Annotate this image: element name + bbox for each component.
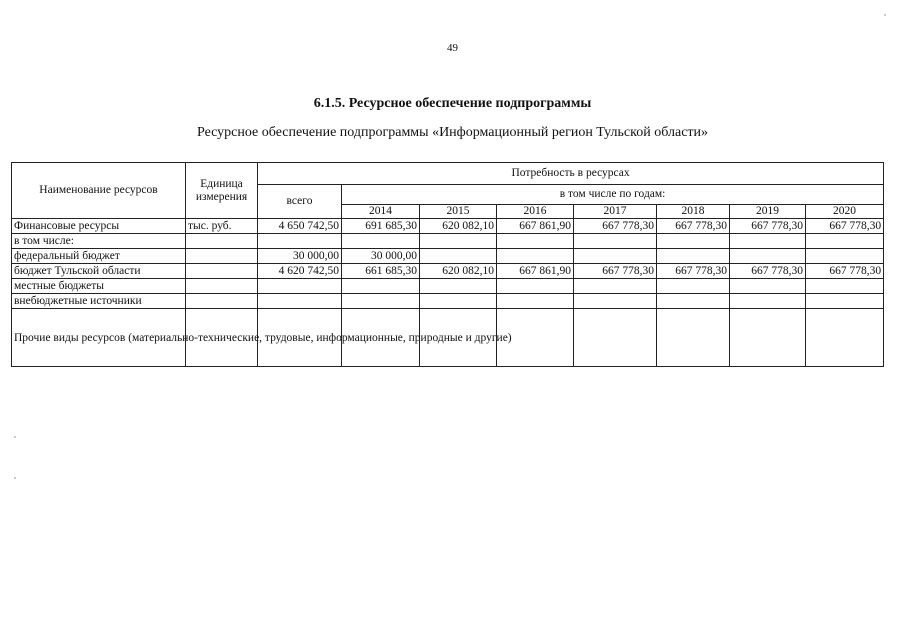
header-resource-need: Потребность в ресурсах — [258, 163, 884, 185]
header-year: 2015 — [420, 205, 497, 219]
row-year-value: 661 685,30 — [342, 264, 420, 279]
table-header — [12, 163, 884, 219]
row-year-value: 667 861,90 — [497, 219, 574, 234]
row-year-value — [420, 234, 497, 249]
row-year-value — [730, 309, 806, 367]
header-year: 2017 — [574, 205, 657, 219]
row-year-value: 667 778,30 — [806, 264, 884, 279]
header-year: 2014 — [342, 205, 420, 219]
row-year-value: 667 778,30 — [574, 264, 657, 279]
row-year-value — [497, 249, 574, 264]
header-year: 2018 — [657, 205, 730, 219]
row-year-value — [574, 309, 657, 367]
row-year-value — [574, 234, 657, 249]
row-year-value: 667 778,30 — [730, 219, 806, 234]
row-year-value — [497, 234, 574, 249]
row-unit — [186, 294, 258, 309]
row-year-value — [497, 279, 574, 294]
header-unit: Единица измерения — [186, 163, 258, 219]
row-year-value — [730, 294, 806, 309]
row-year-value — [806, 294, 884, 309]
header-by-years: в том числе по годам: — [342, 185, 884, 205]
scan-speck — [14, 436, 16, 438]
scan-speck — [14, 477, 16, 479]
row-year-value — [342, 279, 420, 294]
row-unit — [186, 279, 258, 294]
row-unit — [186, 249, 258, 264]
row-year-value — [342, 234, 420, 249]
row-year-value: 667 778,30 — [806, 219, 884, 234]
row-resource-name: Финансовые ресурсы — [12, 219, 186, 234]
section-heading: 6.1.5. Ресурсное обеспечение подпрограммы — [313, 96, 592, 111]
table-body — [12, 219, 884, 367]
row-total: 30 000,00 — [258, 249, 342, 264]
row-total: 4 650 742,50 — [258, 219, 342, 234]
page-number: 49 — [447, 42, 458, 54]
row-year-value — [730, 249, 806, 264]
row-year-value — [497, 294, 574, 309]
header-total: всего — [258, 185, 342, 219]
table-row — [12, 219, 884, 234]
row-year-value: 667 778,30 — [657, 219, 730, 234]
row-resource-name: Прочие виды ресурсов (материально-технические, трудовые, информационные, природные и другие) — [12, 309, 186, 367]
row-year-value: 667 778,30 — [574, 219, 657, 234]
scan-speck — [884, 14, 886, 16]
row-year-value — [657, 279, 730, 294]
row-year-value — [574, 279, 657, 294]
row-year-value: 691 685,30 — [342, 219, 420, 234]
table-row — [12, 294, 884, 309]
row-year-value: 620 082,10 — [420, 264, 497, 279]
row-year-value — [420, 249, 497, 264]
row-total: 4 620 742,50 — [258, 264, 342, 279]
row-year-value — [574, 249, 657, 264]
table-row — [12, 264, 884, 279]
row-resource-name: местные бюджеты — [12, 279, 186, 294]
row-year-value — [574, 294, 657, 309]
row-year-value — [806, 234, 884, 249]
row-resource-name: внебюджетные источники — [12, 294, 186, 309]
row-year-value — [420, 279, 497, 294]
row-total — [258, 279, 342, 294]
row-year-value — [806, 279, 884, 294]
table-row — [12, 279, 884, 294]
table-row — [12, 309, 884, 367]
table-row — [12, 234, 884, 249]
row-year-value — [806, 309, 884, 367]
table-caption: Ресурсное обеспечение подпрограммы «Информационный регион Тульской области» — [196, 125, 709, 140]
row-year-value: 30 000,00 — [342, 249, 420, 264]
row-year-value — [730, 279, 806, 294]
row-resource-name: бюджет Тульской области — [12, 264, 186, 279]
row-year-value — [342, 294, 420, 309]
header-year: 2016 — [497, 205, 574, 219]
row-unit — [186, 264, 258, 279]
row-unit — [186, 234, 258, 249]
table-row — [12, 249, 884, 264]
row-year-value — [657, 234, 730, 249]
row-year-value — [420, 294, 497, 309]
row-year-value: 667 861,90 — [497, 264, 574, 279]
row-year-value — [657, 294, 730, 309]
row-year-value: 667 778,30 — [657, 264, 730, 279]
row-year-value: 620 082,10 — [420, 219, 497, 234]
row-year-value — [730, 234, 806, 249]
row-resource-name: федеральный бюджет — [12, 249, 186, 264]
header-year: 2020 — [806, 205, 884, 219]
row-year-value: 667 778,30 — [730, 264, 806, 279]
row-resource-name: в том числе: — [12, 234, 186, 249]
header-resource-name: Наименование ресурсов — [12, 163, 186, 219]
row-year-value — [657, 309, 730, 367]
row-year-value — [806, 249, 884, 264]
row-year-value — [657, 249, 730, 264]
row-total — [258, 234, 342, 249]
header-year: 2019 — [730, 205, 806, 219]
row-total — [258, 294, 342, 309]
row-unit: тыс. руб. — [186, 219, 258, 234]
resources-table — [11, 162, 884, 367]
